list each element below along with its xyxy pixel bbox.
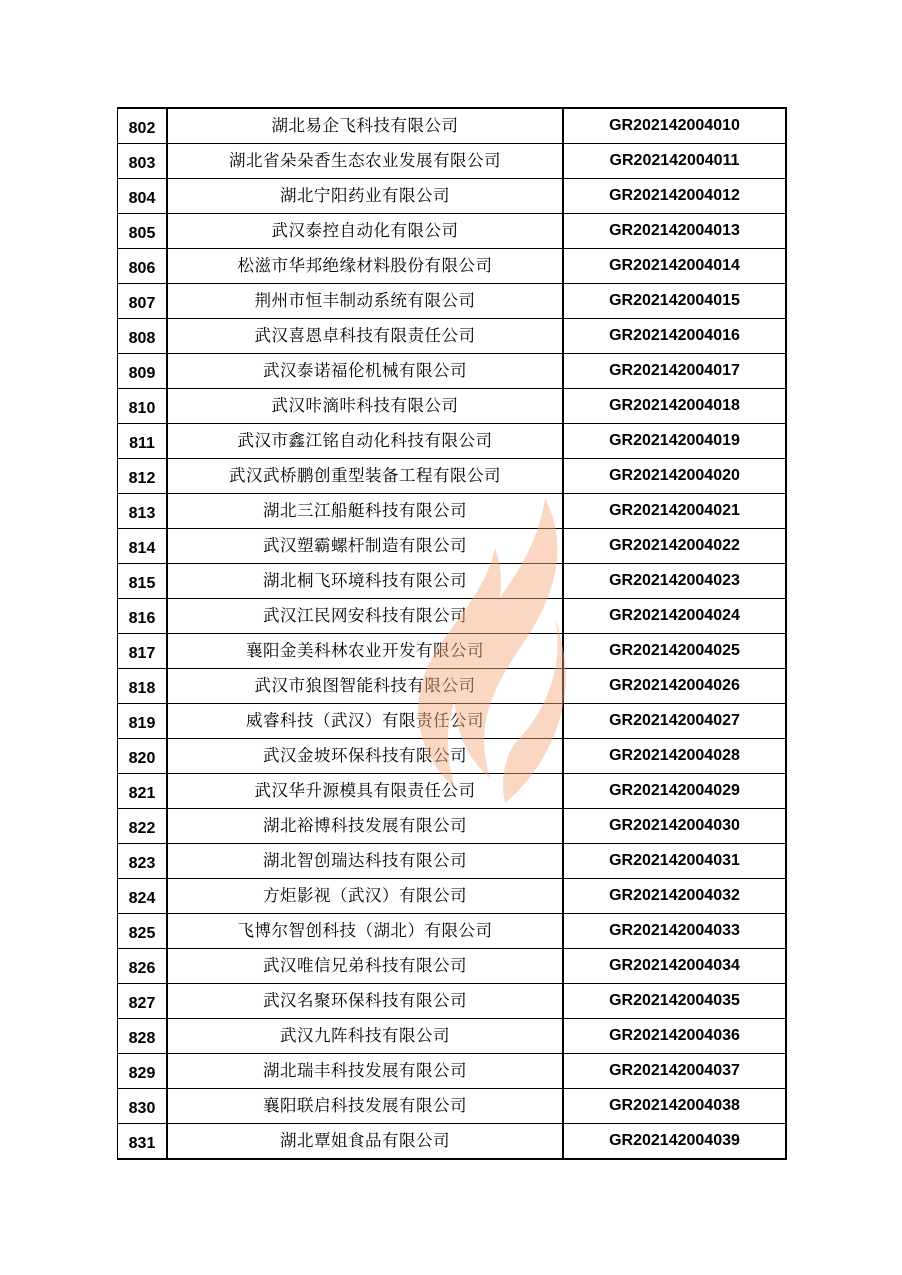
- company-name: 湖北覃姐食品有限公司: [167, 1124, 563, 1160]
- row-number: 818: [118, 669, 168, 704]
- row-number: 825: [118, 914, 168, 949]
- company-name: 松滋市华邦绝缘材料股份有限公司: [167, 249, 563, 284]
- company-name: 湖北桐飞环境科技有限公司: [167, 564, 563, 599]
- row-number: 820: [118, 739, 168, 774]
- company-name: 湖北瑞丰科技发展有限公司: [167, 1054, 563, 1089]
- certificate-number: GR202142004024: [563, 599, 786, 634]
- certificate-number: GR202142004021: [563, 494, 786, 529]
- table-body: [118, 108, 787, 1159]
- certificate-number: GR202142004013: [563, 214, 786, 249]
- company-name: 湖北省朵朵香生态农业发展有限公司: [167, 144, 563, 179]
- table-row: [118, 844, 787, 879]
- certificate-number: GR202142004010: [563, 108, 786, 144]
- certificate-number: GR202142004033: [563, 914, 786, 949]
- row-number: 816: [118, 599, 168, 634]
- row-number: 804: [118, 179, 168, 214]
- row-number: 823: [118, 844, 168, 879]
- company-name: 威睿科技（武汉）有限责任公司: [167, 704, 563, 739]
- row-number: 802: [118, 108, 168, 144]
- table-row: [118, 1124, 787, 1160]
- row-number: 830: [118, 1089, 168, 1124]
- table-row: [118, 809, 787, 844]
- company-name: 武汉市鑫江铭自动化科技有限公司: [167, 424, 563, 459]
- company-name: 武汉泰诺福伦机械有限公司: [167, 354, 563, 389]
- company-name: 湖北裕博科技发展有限公司: [167, 809, 563, 844]
- row-number: 803: [118, 144, 168, 179]
- table-row: [118, 634, 787, 669]
- certificate-number: GR202142004015: [563, 284, 786, 319]
- row-number: 805: [118, 214, 168, 249]
- table-row: [118, 1089, 787, 1124]
- company-name: 湖北智创瑞达科技有限公司: [167, 844, 563, 879]
- row-number: 831: [118, 1124, 168, 1160]
- row-number: 822: [118, 809, 168, 844]
- row-number: 814: [118, 529, 168, 564]
- row-number: 810: [118, 389, 168, 424]
- certificate-number: GR202142004026: [563, 669, 786, 704]
- company-name: 武汉华升源模具有限责任公司: [167, 774, 563, 809]
- certificate-number: GR202142004011: [563, 144, 786, 179]
- row-number: 829: [118, 1054, 168, 1089]
- certificate-number: GR202142004029: [563, 774, 786, 809]
- table-row: [118, 284, 787, 319]
- company-name: 襄阳联启科技发展有限公司: [167, 1089, 563, 1124]
- row-number: 826: [118, 949, 168, 984]
- table-row: [118, 1054, 787, 1089]
- table-row: [118, 179, 787, 214]
- certificate-number: GR202142004014: [563, 249, 786, 284]
- row-number: 815: [118, 564, 168, 599]
- table-row: [118, 599, 787, 634]
- company-name: 武汉喜恩卓科技有限责任公司: [167, 319, 563, 354]
- company-name: 湖北三江船艇科技有限公司: [167, 494, 563, 529]
- table-row: [118, 564, 787, 599]
- row-number: 813: [118, 494, 168, 529]
- row-number: 828: [118, 1019, 168, 1054]
- row-number: 811: [118, 424, 168, 459]
- table-row: [118, 914, 787, 949]
- certificate-number: GR202142004036: [563, 1019, 786, 1054]
- certificate-number: GR202142004038: [563, 1089, 786, 1124]
- company-name: 武汉武桥鹏创重型装备工程有限公司: [167, 459, 563, 494]
- table-row: [118, 1019, 787, 1054]
- table-row: [118, 984, 787, 1019]
- certificate-number: GR202142004020: [563, 459, 786, 494]
- table-row: [118, 459, 787, 494]
- certificate-number: GR202142004039: [563, 1124, 786, 1160]
- company-name: 荆州市恒丰制动系统有限公司: [167, 284, 563, 319]
- table-row: [118, 494, 787, 529]
- row-number: 806: [118, 249, 168, 284]
- certificate-number: GR202142004037: [563, 1054, 786, 1089]
- row-number: 809: [118, 354, 168, 389]
- company-name: 湖北易企飞科技有限公司: [167, 108, 563, 144]
- certificate-number: GR202142004012: [563, 179, 786, 214]
- row-number: 812: [118, 459, 168, 494]
- company-name: 武汉唯信兄弟科技有限公司: [167, 949, 563, 984]
- table-row: [118, 704, 787, 739]
- table-row: [118, 669, 787, 704]
- certificate-number: GR202142004034: [563, 949, 786, 984]
- company-name: 武汉九阵科技有限公司: [167, 1019, 563, 1054]
- company-certificate-table: [117, 107, 787, 1160]
- company-name: 武汉江民网安科技有限公司: [167, 599, 563, 634]
- certificate-number: GR202142004028: [563, 739, 786, 774]
- table-row: [118, 879, 787, 914]
- row-number: 827: [118, 984, 168, 1019]
- company-name: 武汉金坡环保科技有限公司: [167, 739, 563, 774]
- table-row: [118, 144, 787, 179]
- company-name: 湖北宁阳药业有限公司: [167, 179, 563, 214]
- row-number: 807: [118, 284, 168, 319]
- table-row: [118, 529, 787, 564]
- table-row: [118, 214, 787, 249]
- table-row: [118, 949, 787, 984]
- row-number: 819: [118, 704, 168, 739]
- table-row: [118, 424, 787, 459]
- table-row: [118, 739, 787, 774]
- table-row: [118, 249, 787, 284]
- company-name: 武汉泰控自动化有限公司: [167, 214, 563, 249]
- certificate-number: GR202142004023: [563, 564, 786, 599]
- row-number: 824: [118, 879, 168, 914]
- certificate-number: GR202142004032: [563, 879, 786, 914]
- row-number: 817: [118, 634, 168, 669]
- certificate-number: GR202142004018: [563, 389, 786, 424]
- row-number: 821: [118, 774, 168, 809]
- company-name: 方炬影视（武汉）有限公司: [167, 879, 563, 914]
- table-row: [118, 354, 787, 389]
- certificate-number: GR202142004016: [563, 319, 786, 354]
- table-row: [118, 774, 787, 809]
- company-name: 武汉市狼图智能科技有限公司: [167, 669, 563, 704]
- table-row: [118, 389, 787, 424]
- company-name: 武汉塑霸螺杆制造有限公司: [167, 529, 563, 564]
- company-name: 武汉名聚环保科技有限公司: [167, 984, 563, 1019]
- certificate-number: GR202142004025: [563, 634, 786, 669]
- company-name: 襄阳金美科林农业开发有限公司: [167, 634, 563, 669]
- certificate-number: GR202142004030: [563, 809, 786, 844]
- row-number: 808: [118, 319, 168, 354]
- certificate-number: GR202142004035: [563, 984, 786, 1019]
- certificate-number: GR202142004031: [563, 844, 786, 879]
- certificate-number: GR202142004022: [563, 529, 786, 564]
- certificate-number: GR202142004027: [563, 704, 786, 739]
- table-row: [118, 319, 787, 354]
- certificate-number: GR202142004019: [563, 424, 786, 459]
- certificate-number: GR202142004017: [563, 354, 786, 389]
- table-row: [118, 108, 787, 144]
- company-name: 武汉咔滴咔科技有限公司: [167, 389, 563, 424]
- company-name: 飞博尔智创科技（湖北）有限公司: [167, 914, 563, 949]
